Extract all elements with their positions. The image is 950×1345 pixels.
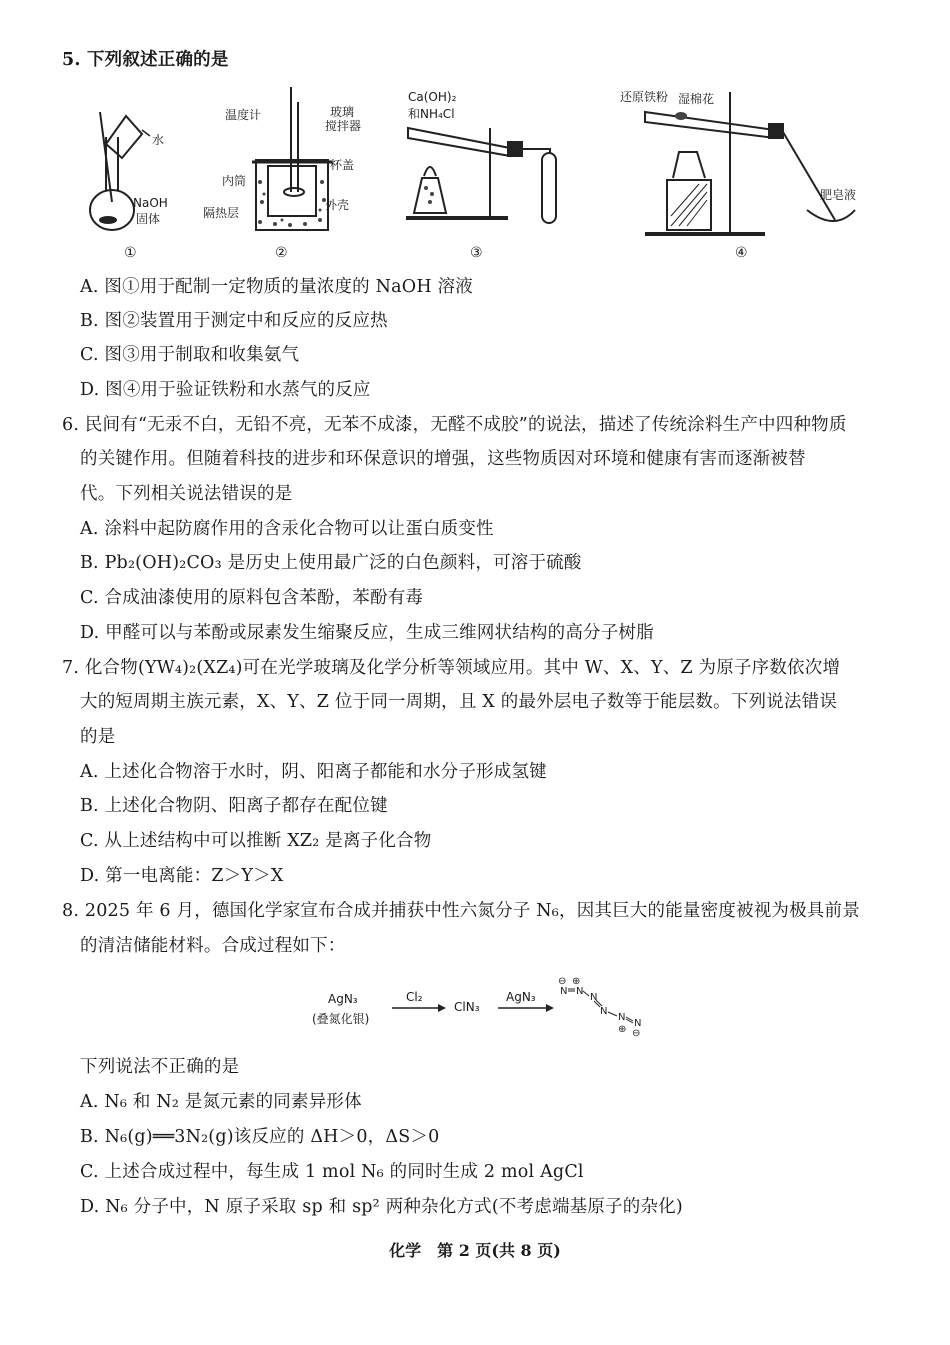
q8-stem-line-1: 8. 2025 年 6 月，德国化学家宣布合成并捕获中性六氮分子 N₆，因其巨大的能量密度被视为极具前景	[62, 901, 860, 921]
label-water: 水	[152, 133, 165, 147]
q5-stem: 5. 下列叙述正确的是	[62, 50, 229, 70]
scheme-reagent-2: AgN₃	[506, 990, 536, 1004]
scheme-arrow-1	[392, 1003, 446, 1013]
q7-stem-line-2: 大的短周期主族元素，X、Y、Z 位于同一周期，且 X 的最外层电子数等于能层数。下列说法错误	[80, 692, 838, 712]
q6-option-b: B. Pb₂(OH)₂CO₃ 是历史上使用最广泛的白色颜料，可溶于硫酸	[80, 553, 582, 573]
figure-4-iron-steam-apparatus	[635, 92, 865, 242]
q7-stem-line-1: 7. 化合物(YW₄)₂(XZ₄)可在光学玻璃及化学分析等领域应用。其中 W、X、Y、Z 为原子序数依次增	[62, 658, 841, 678]
q7-option-c: C. 从上述结构中可以推断 XZ₂ 是离子化合物	[80, 831, 432, 851]
q5-option-a: A. 图①用于配制一定物质的量浓度的 NaOH 溶液	[80, 277, 473, 297]
label-stirrer: 搅拌器	[325, 119, 362, 133]
q7-option-a: A. 上述化合物溶于水时，阴、阳离子都能和水分子形成氢键	[80, 762, 547, 782]
label-naoh: NaOH	[133, 196, 168, 210]
scheme-intermediate: ClN₃	[454, 1000, 480, 1014]
q7-option-d: D. 第一电离能：Z＞Y＞X	[80, 866, 284, 886]
q6-stem-line-3: 代。下列相关说法错误的是	[80, 484, 293, 504]
label-iron: 还原铁粉	[620, 90, 669, 104]
q7-stem-line-3: 的是	[80, 727, 116, 747]
q6-option-a: A. 涂料中起防腐作用的含汞化合物可以让蛋白质变性	[80, 519, 494, 539]
q5-option-c: C. 图③用于制取和收集氨气	[80, 345, 300, 365]
label-soap: 肥皂液	[820, 188, 857, 202]
scheme-start-name: (叠氮化银)	[312, 1012, 370, 1026]
q7-option-b: B. 上述化合物阴、阳离子都存在配位键	[80, 796, 388, 816]
label-reagent2: 和NH₄Cl	[408, 107, 455, 121]
figure-1-volumetric-flask	[80, 92, 190, 242]
q6-option-c: C. 合成油漆使用的原料包含苯酚，苯酚有毒	[80, 588, 424, 608]
page-footer: 化学 第 2 页(共 8 页)	[389, 1241, 561, 1260]
label-cotton: 湿棉花	[678, 92, 715, 106]
label-glass: 玻璃	[330, 105, 355, 119]
label-insulation: 隔热层	[203, 206, 240, 220]
n6-structure	[556, 970, 651, 1038]
svg-text:⊖: ⊖	[632, 1028, 641, 1038]
svg-text:N: N	[560, 986, 568, 997]
scheme-arrow-2	[498, 1003, 554, 1013]
svg-text:⊕: ⊕	[618, 1024, 627, 1035]
svg-text:N: N	[590, 992, 598, 1003]
label-inner: 内筒	[222, 174, 247, 188]
label-reagent1: Ca(OH)₂	[408, 90, 457, 104]
svg-text:N: N	[600, 1006, 608, 1017]
scheme-reagent-1: Cl₂	[406, 990, 423, 1004]
q6-stem-line-1: 6. 民间有“无汞不白，无铅不亮，无苯不成漆，无醛不成胶”的说法，描述了传统涂料生产中四种物质	[62, 415, 847, 435]
q8-option-b: B. N₆(g)══3N₂(g)该反应的 ΔH＞0，ΔS＞0	[80, 1127, 440, 1147]
q8-option-a: A. N₆ 和 N₂ 是氮元素的同素异形体	[80, 1092, 362, 1112]
scheme-start: AgN₃	[328, 992, 358, 1006]
fig-number-3: ③	[470, 245, 483, 261]
q8-option-c: C. 上述合成过程中，每生成 1 mol N₆ 的同时生成 2 mol AgCl	[80, 1162, 584, 1182]
svg-text:N: N	[576, 986, 584, 997]
figure-3-ammonia-apparatus	[400, 118, 570, 230]
fig-number-1: ①	[124, 245, 137, 261]
q6-stem-line-2: 的关键作用。但随着科技的进步和环保意识的增强，这些物质因对环境和健康有害而逐渐被替	[80, 449, 806, 469]
svg-text:N: N	[634, 1018, 642, 1029]
figure-2-calorimeter	[250, 82, 340, 242]
label-outer: 外壳	[325, 198, 350, 212]
q8-prompt: 下列说法不正确的是	[80, 1057, 240, 1077]
svg-text:N: N	[618, 1012, 626, 1023]
q8-stem-line-2: 的清洁储能材料。合成过程如下：	[80, 936, 346, 956]
q6-option-d: D. 甲醛可以与苯酚或尿素发生缩聚反应，生成三维网状结构的高分子树脂	[80, 623, 654, 643]
label-thermometer: 温度计	[225, 108, 262, 122]
q5-option-d: D. 图④用于验证铁粉和水蒸气的反应	[80, 380, 371, 400]
fig-number-2: ②	[275, 245, 288, 261]
q5-option-b: B. 图②装置用于测定中和反应的反应热	[80, 311, 388, 331]
fig-number-4: ④	[735, 245, 748, 261]
label-lid: 杯盖	[330, 158, 355, 172]
svg-text:⊖: ⊖	[558, 976, 567, 987]
svg-text:⊕: ⊕	[572, 976, 581, 987]
label-solid: 固体	[136, 212, 161, 226]
q8-option-d: D. N₆ 分子中，N 原子采取 sp 和 sp² 两种杂化方式(不考虑端基原子的杂化)	[80, 1197, 683, 1217]
